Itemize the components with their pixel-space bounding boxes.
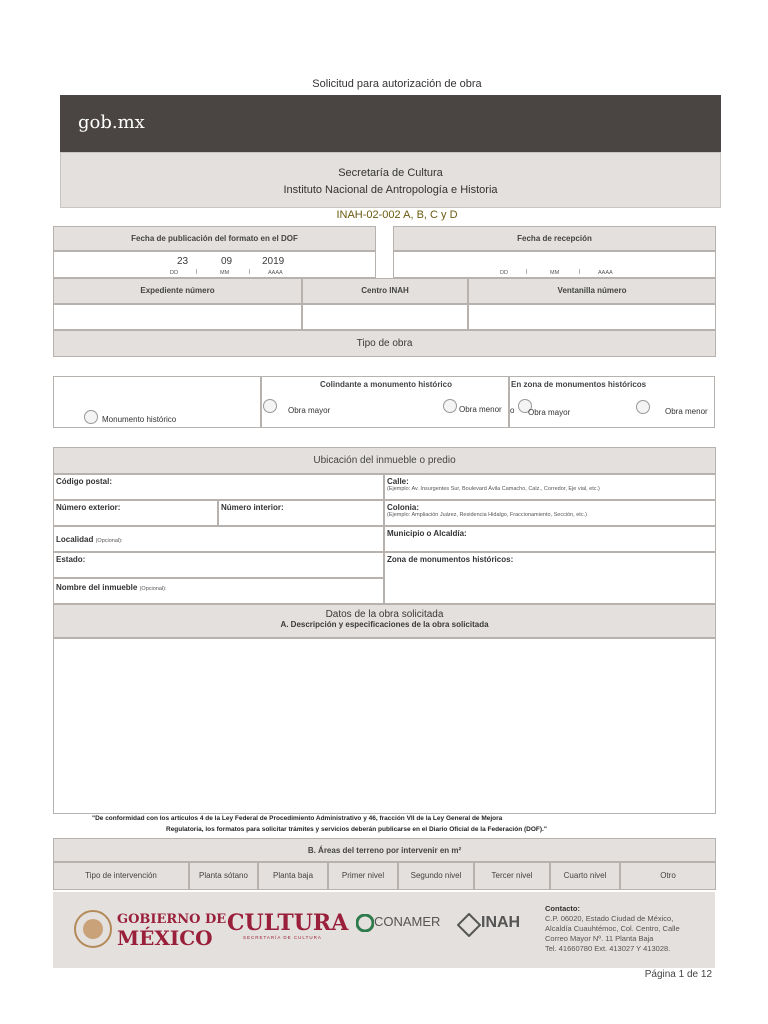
monumento-cell bbox=[53, 376, 261, 428]
pub-day: 23 bbox=[177, 256, 189, 267]
expediente-header: Expediente número bbox=[53, 278, 302, 304]
contact-block bbox=[545, 904, 680, 954]
monumento-radio[interactable] bbox=[84, 410, 98, 424]
recv-mm-label: MM bbox=[550, 270, 560, 276]
contact-line: Tel. 41660780 Ext. 413027 Y 413028. bbox=[545, 944, 671, 953]
footer-banner bbox=[53, 892, 715, 968]
areas-columns-row bbox=[53, 862, 716, 890]
pub-date-header: Fecha de publicación del formato en el DOF bbox=[53, 226, 376, 251]
zona-menor-label: Obra menor bbox=[665, 407, 708, 416]
aaaa-label: AAAA bbox=[268, 270, 283, 276]
calle-field[interactable] bbox=[384, 474, 716, 500]
instituto-label: Instituto Nacional de Antropología e Historia bbox=[283, 184, 498, 196]
ventanilla-header: Ventanilla número bbox=[468, 278, 716, 304]
agency-header bbox=[60, 152, 721, 208]
tipo-obra-header: Tipo de obra bbox=[53, 330, 716, 357]
inah-logo: INAH bbox=[481, 914, 521, 931]
contact-line: C.P. 06020, Estado Ciudad de México, bbox=[545, 914, 674, 923]
zona-monumentos-label: Zona de monumentos históricos: bbox=[387, 555, 514, 564]
col-segundo: Segundo nivel bbox=[398, 862, 474, 890]
nombre-opcional: (Opcional): bbox=[139, 586, 167, 592]
datos-title: Datos de la obra solicitada bbox=[325, 609, 444, 620]
zona-cell: En zona de monumentos históricos o Obra mayor Obra menor bbox=[509, 376, 715, 428]
col-cuarto: Cuarto nivel bbox=[550, 862, 620, 890]
municipio-label: Municipio o Alcaldía: bbox=[387, 529, 467, 538]
contact-line: Alcaldía Cuauhtémoc, Col. Centro, Calle bbox=[545, 924, 680, 933]
contact-title: Contacto: bbox=[545, 904, 580, 913]
colonia-label: Colonia: bbox=[387, 503, 419, 512]
recv-dd-label: DD bbox=[500, 270, 508, 276]
col-tipo: Tipo de intervención bbox=[53, 862, 189, 890]
expediente-field[interactable] bbox=[53, 304, 302, 330]
mexico-label: MÉXICO bbox=[117, 926, 213, 950]
localidad-label: Localidad bbox=[56, 535, 94, 544]
colindante-mayor-label: Obra mayor bbox=[288, 406, 331, 415]
conamer-logo: CONAMER bbox=[374, 914, 441, 929]
municipio-field[interactable] bbox=[384, 526, 716, 552]
ventanilla-field[interactable] bbox=[468, 304, 716, 330]
colindante-mayor-radio[interactable] bbox=[263, 399, 277, 413]
secretaria-label: Secretaría de Cultura bbox=[338, 167, 443, 179]
dof-note-line1: "De conformidad con los artículos 4 de la Ley Federal de Procedimiento Administrativo y 46, fracción VII de la Ley General de Mejora bbox=[92, 815, 503, 822]
gobierno-de-label: GOBIERNO DE bbox=[117, 912, 227, 927]
mm-label: MM bbox=[220, 270, 230, 276]
descripcion-textarea[interactable] bbox=[53, 638, 716, 814]
dof-note-line2: Regulatoria, los formatos para solicitar trámites y servicios deberán publicarse en el Diario Oficial de la Federación (DOF)." bbox=[166, 826, 547, 833]
pub-year: 2019 bbox=[262, 256, 285, 267]
colonia-field[interactable] bbox=[384, 500, 716, 526]
colindante-label: Colindante a monumento histórico bbox=[319, 380, 452, 389]
monumento-label: Monumento histórico bbox=[102, 415, 177, 424]
col-otro: Otro bbox=[620, 862, 716, 890]
col-primer: Primer nivel bbox=[328, 862, 398, 890]
conamer-icon bbox=[356, 914, 374, 932]
zona-label: En zona de monumentos históricos bbox=[511, 380, 647, 389]
datos-obra-header bbox=[53, 604, 716, 638]
gob-header-bar bbox=[60, 95, 721, 152]
zona-mayor-label: Obra mayor bbox=[528, 408, 571, 417]
ubicacion-header: Ubicación del inmueble o predio bbox=[53, 447, 716, 474]
centro-field[interactable] bbox=[302, 304, 468, 330]
form-code: INAH-02-002 A, B, C y D bbox=[336, 209, 458, 221]
recv-date-field[interactable]: DD | MM | AAAA bbox=[393, 251, 716, 278]
colindante-cell bbox=[261, 376, 509, 428]
pub-month: 09 bbox=[221, 256, 233, 267]
contact-line: Correo Mayor Nº. 11 Planta Baja bbox=[545, 934, 654, 943]
areas-header: B. Áreas del terreno por intervenir en m² bbox=[53, 838, 716, 862]
estado-label: Estado: bbox=[56, 555, 86, 564]
col-tercer: Tercer nivel bbox=[474, 862, 550, 890]
datos-subtitle: A. Descripción y especificaciones de la obra solicitada bbox=[280, 620, 489, 629]
colindante-menor-radio[interactable] bbox=[443, 399, 457, 413]
centro-header: Centro INAH bbox=[302, 278, 468, 304]
cp-field[interactable] bbox=[53, 474, 384, 500]
calle-example: (Ejemplo: Av. Insurgentes Sur, Boulevard Ávila Camacho, Calz., Corredor, Eje vial, etc.) bbox=[387, 486, 600, 492]
calle-label: Calle: bbox=[387, 477, 409, 486]
nombre-inmueble-field[interactable] bbox=[53, 578, 384, 604]
num-int-field[interactable] bbox=[218, 500, 384, 526]
num-ext-label: Número exterior: bbox=[56, 503, 121, 512]
num-ext-field[interactable] bbox=[53, 500, 218, 526]
dd-label: DD bbox=[170, 270, 178, 276]
zona-menor-radio[interactable] bbox=[636, 400, 650, 414]
document-title: Solicitud para autorización de obra bbox=[312, 78, 482, 90]
cp-label: Código postal: bbox=[56, 477, 112, 486]
col-baja: Planta baja bbox=[258, 862, 328, 890]
colonia-example: (Ejemplo: Ampliación Juárez, Residencia Hidalgo, Fraccionamiento, Sección, etc.) bbox=[387, 512, 587, 518]
recv-aaaa-label: AAAA bbox=[598, 270, 613, 276]
nombre-label: Nombre del inmueble bbox=[56, 583, 138, 592]
zona-monumentos-field[interactable] bbox=[384, 552, 716, 604]
gob-mx-logo: gob.mx bbox=[78, 112, 145, 133]
colindante-menor-label: Obra menor bbox=[459, 405, 502, 414]
num-int-label: Número interior: bbox=[221, 503, 284, 512]
cultura-sub: SECRETARÍA DE CULTURA bbox=[243, 935, 322, 940]
cultura-logo: CULTURA bbox=[227, 910, 349, 936]
pub-date-field[interactable]: 23 09 2019 DD | MM | AAAA bbox=[53, 251, 376, 278]
inah-icon bbox=[457, 913, 481, 937]
escudo-icon bbox=[73, 908, 113, 950]
localidad-opcional: (Opcional): bbox=[95, 538, 123, 544]
recv-date-header: Fecha de recepción bbox=[393, 226, 716, 251]
localidad-field[interactable] bbox=[53, 526, 384, 552]
page-number: Página 1 de 12 bbox=[644, 969, 712, 980]
col-sotano: Planta sótano bbox=[189, 862, 258, 890]
estado-field[interactable] bbox=[53, 552, 384, 578]
